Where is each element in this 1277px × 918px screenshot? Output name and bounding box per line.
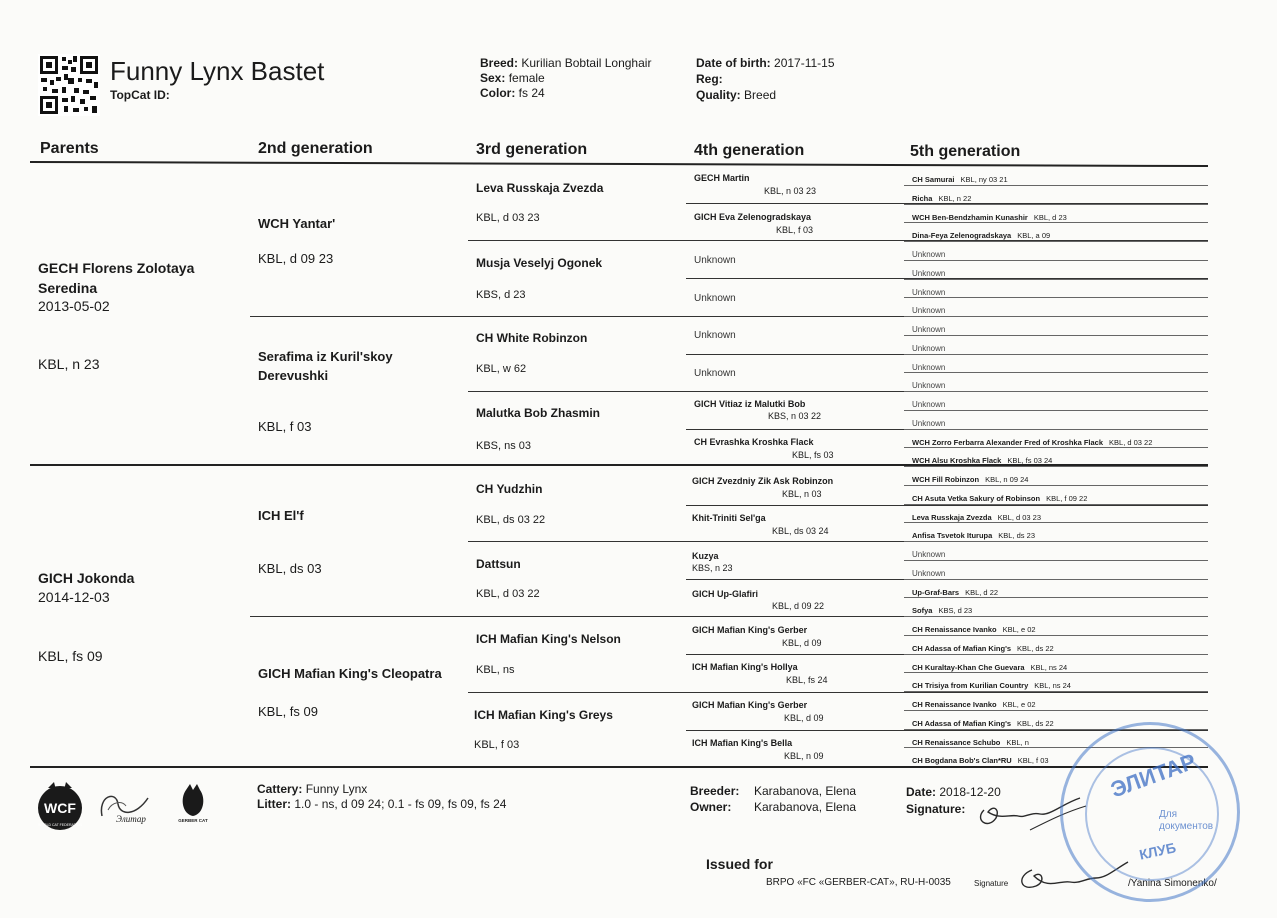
gen4-unknown-3: Unknown xyxy=(694,255,736,266)
gen5-ems: KBL, ns 24 xyxy=(1034,681,1071,690)
gen5-divider xyxy=(904,204,1208,205)
quality-line: Quality: Breed xyxy=(696,88,777,102)
gen4-name-16: ICH Mafian King's Bella xyxy=(692,738,793,748)
gen5-divider xyxy=(904,316,1208,317)
gen5-ems: KBL, d 03 22 xyxy=(1109,438,1153,447)
gen5-divider xyxy=(904,391,1208,392)
gen5-name: CH Bogdana Bob's Clan*RU xyxy=(912,756,1012,765)
gen5-unknown: Unknown xyxy=(912,419,946,428)
gen4-ems-12: KBL, d 09 22 xyxy=(772,601,825,611)
column-header-gen2: 2nd generation xyxy=(258,140,373,157)
topcat-id-label: TopCat ID: xyxy=(110,88,170,102)
gen5-divider xyxy=(904,616,1208,617)
gen5-ems: KBL, ns 24 xyxy=(1030,663,1068,672)
gen5-name: Anfisa Tsvetok Iturupa xyxy=(912,531,993,540)
gen5-divider xyxy=(904,579,1208,580)
gen5-ems: KBL, n 09 24 xyxy=(985,475,1029,484)
gen4-ems-1: KBL, n 03 23 xyxy=(764,186,817,196)
gen5-ems: KBL, ds 22 xyxy=(1017,644,1054,653)
breeder-label: Breeder: xyxy=(690,784,740,798)
gen5-divider xyxy=(904,560,1208,561)
gen4-ems-8: KBL, fs 03 xyxy=(792,450,834,460)
gen2-ems-1: KBL, d 09 23 xyxy=(258,251,334,266)
dam-ems: KBL, fs 09 xyxy=(38,648,103,664)
gen5-divider xyxy=(904,260,1208,261)
gen5-divider xyxy=(904,522,1208,523)
gen4-name-9: GICH Zvezdniy Zik Ask Robinzon xyxy=(692,476,834,486)
gen5-ems: KBL, e 02 xyxy=(1002,625,1036,634)
gen5-name: Leva Russkaja Zvezda xyxy=(912,513,992,522)
gen4-ems-15: KBL, d 09 xyxy=(784,713,824,723)
gen2-ems-4: KBL, fs 09 xyxy=(258,704,318,719)
gen5-ems: KBL, a 09 xyxy=(1017,231,1051,240)
gen3-ems-7: KBL, ns xyxy=(476,664,515,676)
signature-label: Signature: xyxy=(906,802,966,816)
gen5-name: Richa xyxy=(912,194,933,203)
club-stamp-icon xyxy=(1060,722,1240,902)
gen3-name-6: Dattsun xyxy=(476,557,521,571)
gen5-ems: KBL, n 22 xyxy=(938,194,972,203)
stamp-main-text: ЭЛИТАР xyxy=(1107,748,1200,803)
gerber-cat-logo-icon xyxy=(166,784,220,824)
gerber-cat-logo-text: GERBER CAT xyxy=(178,818,208,823)
gen5-unknown: Unknown xyxy=(912,288,946,297)
gen2-name-1: WCH Yantar' xyxy=(258,216,336,231)
gen3-ems-8: KBL, f 03 xyxy=(474,739,520,751)
gen5-unknown: Unknown xyxy=(912,250,946,259)
gen4-unknown-5: Unknown xyxy=(694,330,736,341)
wcf-logo-text: WCF xyxy=(44,800,76,816)
breeder-value: Karabanova, Elena xyxy=(754,784,857,798)
gen5-name: Up-Graf-Bars xyxy=(912,588,960,597)
gen4-ems-7: KBS, n 03 22 xyxy=(768,411,822,421)
gen4-ems-14: KBL, fs 24 xyxy=(786,675,828,685)
gen5-ems: KBL, n xyxy=(1006,738,1029,747)
stamp-club-text: КЛУБ xyxy=(1137,839,1178,863)
gen2-name-3: ICH El'f xyxy=(258,508,304,523)
gen4-name-12: GICH Up-Glafiri xyxy=(692,589,759,599)
owner-value: Karabanova, Elena xyxy=(754,800,857,814)
gen5-unknown: Unknown xyxy=(912,550,946,559)
issued-for-text: BRPO «FC «GERBER-CAT», RU-H-0035 xyxy=(766,877,951,888)
gen5-name: CH Adassa of Mafian King's xyxy=(912,719,1012,728)
gen5-name: CH Trisiya from Kurilian Country xyxy=(912,681,1029,690)
gen5-divider xyxy=(904,504,1208,505)
gen5-name: Dina-Feya Zelenogradskaya xyxy=(912,231,1012,240)
color-line: Color: fs 24 xyxy=(480,86,545,100)
gen5-unknown: Unknown xyxy=(912,325,946,334)
gen3-ems-3: KBL, w 62 xyxy=(476,363,527,375)
gen3-name-5: CH Yudzhin xyxy=(476,482,543,496)
reg-line: Reg: xyxy=(696,72,723,86)
gen5-ems: KBL, d 03 23 xyxy=(997,513,1042,522)
gen3-ems-2: KBS, d 23 xyxy=(476,289,526,301)
gen4-ems-13: KBL, d 09 xyxy=(782,638,822,648)
gen5-ems: KBL, ds 22 xyxy=(1017,719,1054,728)
gen5-name: CH Adassa of Mafian King's xyxy=(912,644,1012,653)
gen5-name: WCH Ben-Bendzhamin Kunashir xyxy=(912,213,1028,222)
gen2-ems-3: KBL, ds 03 xyxy=(258,561,322,576)
gen5-ems: KBL, ny 03 21 xyxy=(960,175,1008,184)
breed-line: Breed: Kurilian Bobtail Longhair xyxy=(480,56,652,70)
gen3-ems-4: KBS, ns 03 xyxy=(476,440,532,452)
gen5-divider xyxy=(904,410,1208,411)
gen5-name: WCH Zorro Ferbarra Alexander Fred of Kroshka Flack xyxy=(912,438,1104,447)
issued-for-label: Issued for xyxy=(706,856,773,872)
gen4-name-1: GECH Martin xyxy=(694,173,750,183)
gen5-divider xyxy=(904,372,1208,373)
gen5-divider xyxy=(904,654,1208,655)
gen3-name-4: Malutka Bob Zhasmin xyxy=(476,406,601,420)
gen5-divider xyxy=(904,241,1208,242)
gen5-divider xyxy=(904,710,1208,711)
gen5-unknown: Unknown xyxy=(912,381,946,390)
gen4-name-13: GICH Mafian King's Gerber xyxy=(692,625,808,635)
gen5-name: CH Renaissance Schubo xyxy=(912,738,1001,747)
gen4-ems-9: KBL, n 03 xyxy=(782,489,822,499)
gen5-divider xyxy=(904,354,1208,355)
gen3-name-8: ICH Mafian King's Greys xyxy=(474,708,613,722)
elitar-logo-text: Элитар xyxy=(116,814,146,824)
gen5-divider xyxy=(904,635,1208,636)
gen5-name: CH Samurai xyxy=(912,175,955,184)
gen5-divider xyxy=(904,222,1208,223)
gen5-divider xyxy=(904,335,1208,336)
gen5-ems: KBS, d 23 xyxy=(938,606,973,615)
dob-line: Date of birth: 2017-11-15 xyxy=(696,56,835,70)
sire-dob: 2013-05-02 xyxy=(38,298,110,314)
gen4-name-10: Khit-Triniti Sel'ga xyxy=(692,513,766,523)
gen4-name-11: Kuzya xyxy=(692,551,719,561)
owner-label: Owner: xyxy=(690,800,732,814)
gen5-unknown: Unknown xyxy=(912,269,946,278)
gen5-divider xyxy=(904,485,1208,486)
dam-name: GICH Jokonda xyxy=(38,570,135,586)
gen2-ems-2: KBL, f 03 xyxy=(258,419,312,434)
gen5-ems: KBL, f 09 22 xyxy=(1046,494,1088,503)
header-rule xyxy=(30,161,1208,167)
gen5-unknown: Unknown xyxy=(912,569,946,578)
gen5-name: CH Renaissance Ivanko xyxy=(912,625,997,634)
gen5-divider xyxy=(904,185,1208,186)
column-header-parents: Parents xyxy=(40,140,99,157)
stamp-sub-text: Для документов xyxy=(1159,809,1214,832)
gen4-unknown-6: Unknown xyxy=(694,368,736,379)
gen4-ems-16: KBL, n 09 xyxy=(784,751,824,761)
gen4-ems-11: KBS, n 23 xyxy=(692,563,733,573)
dam-dob: 2014-12-03 xyxy=(38,589,110,605)
gen5-ems: KBL, f 03 xyxy=(1017,756,1049,765)
gen4-ems-10: KBL, ds 03 24 xyxy=(772,526,829,536)
gen3-name-3: CH White Robinzon xyxy=(476,331,588,345)
cat-name: Funny Lynx Bastet xyxy=(110,56,325,86)
gen5-divider xyxy=(904,597,1208,598)
signature2-label: Signature xyxy=(974,879,1009,888)
gen4-name-2: GICH Eva Zelenogradskaya xyxy=(694,212,812,222)
sire-name: GECH Florens Zolotaya Seredina xyxy=(38,260,195,296)
gen5-unknown: Unknown xyxy=(912,344,946,353)
gen5-unknown: Unknown xyxy=(912,363,946,372)
column-header-gen3: 3rd generation xyxy=(476,141,588,158)
gen5-divider xyxy=(904,279,1208,280)
qr-code-icon xyxy=(38,54,100,116)
gen5-divider xyxy=(904,541,1208,542)
gen5-ems: KBL, ds 23 xyxy=(998,531,1035,540)
gen5-divider xyxy=(904,429,1208,430)
gen5-name: WCH Fill Robinzon xyxy=(912,475,980,484)
sex-line: Sex: female xyxy=(480,71,545,85)
footer-rule xyxy=(30,766,1208,768)
gen2-name-2: Serafima iz Kuril'skoy Derevushki xyxy=(258,349,393,383)
wcf-logo-icon xyxy=(34,780,86,832)
date-line: Date: 2018-12-20 xyxy=(906,785,1001,799)
gen5-name: CH Kuraltay-Khan Che Guevara xyxy=(912,663,1025,672)
gen3-ems-1: KBL, d 03 23 xyxy=(476,212,540,224)
gen5-divider xyxy=(904,672,1208,673)
gen4-unknown-4: Unknown xyxy=(694,293,736,304)
litter-line: Litter: 1.0 - ns, d 09 24; 0.1 - fs 09, fs 09, fs 24 xyxy=(257,797,507,811)
gen5-unknown: Unknown xyxy=(912,306,946,315)
gen5-ems: KBL, d 23 xyxy=(1033,213,1067,222)
gen5-ems: KBL, fs 03 24 xyxy=(1007,456,1053,465)
column-header-gen4: 4th generation xyxy=(694,142,805,159)
gen4-name-7: GICH Vitiaz iz Malutki Bob xyxy=(694,399,806,409)
gen5-divider xyxy=(904,466,1208,467)
gen4-name-14: ICH Mafian King's Hollya xyxy=(692,662,798,672)
gen5-name: Sofya xyxy=(912,606,933,615)
gen5-divider xyxy=(904,297,1208,298)
gen3-ems-6: KBL, d 03 22 xyxy=(476,588,540,600)
gen5-name: CH Asuta Vetka Sakury of Robinson xyxy=(912,494,1041,503)
gen5-divider xyxy=(904,691,1208,692)
signatory-name: /Yanina Simonenko/ xyxy=(1128,878,1217,889)
gen5-name: WCH Alsu Kroshka Flack xyxy=(912,456,1002,465)
cattery-line: Cattery: Funny Lynx xyxy=(257,782,368,796)
gen5-unknown: Unknown xyxy=(912,400,946,409)
wcf-logo-subtext: WORLD CAT FEDERATION xyxy=(38,823,82,827)
gen3-ems-5: KBL, ds 03 22 xyxy=(476,514,546,526)
elitar-logo-icon xyxy=(96,786,156,826)
gen4-ems-2: KBL, f 03 xyxy=(776,225,814,235)
gen3-name-2: Musja Veselyj Ogonek xyxy=(476,256,603,270)
gen2-name-4: GICH Mafian King's Cleopatra xyxy=(258,666,442,681)
sire-ems: KBL, n 23 xyxy=(38,356,100,372)
gen5-ems: KBL, e 02 xyxy=(1002,700,1036,709)
gen5-divider xyxy=(904,447,1208,448)
column-header-gen5: 5th generation xyxy=(910,143,1021,160)
gen4-name-15: GICH Mafian King's Gerber xyxy=(692,700,808,710)
gen3-name-7: ICH Mafian King's Nelson xyxy=(476,632,621,646)
gen5-name: CH Renaissance Ivanko xyxy=(912,700,997,709)
gen5-ems: KBL, d 22 xyxy=(965,588,999,597)
gen3-name-1: Leva Russkaja Zvezda xyxy=(476,181,604,195)
gen4-name-8: CH Evrashka Kroshka Flack xyxy=(694,437,814,447)
